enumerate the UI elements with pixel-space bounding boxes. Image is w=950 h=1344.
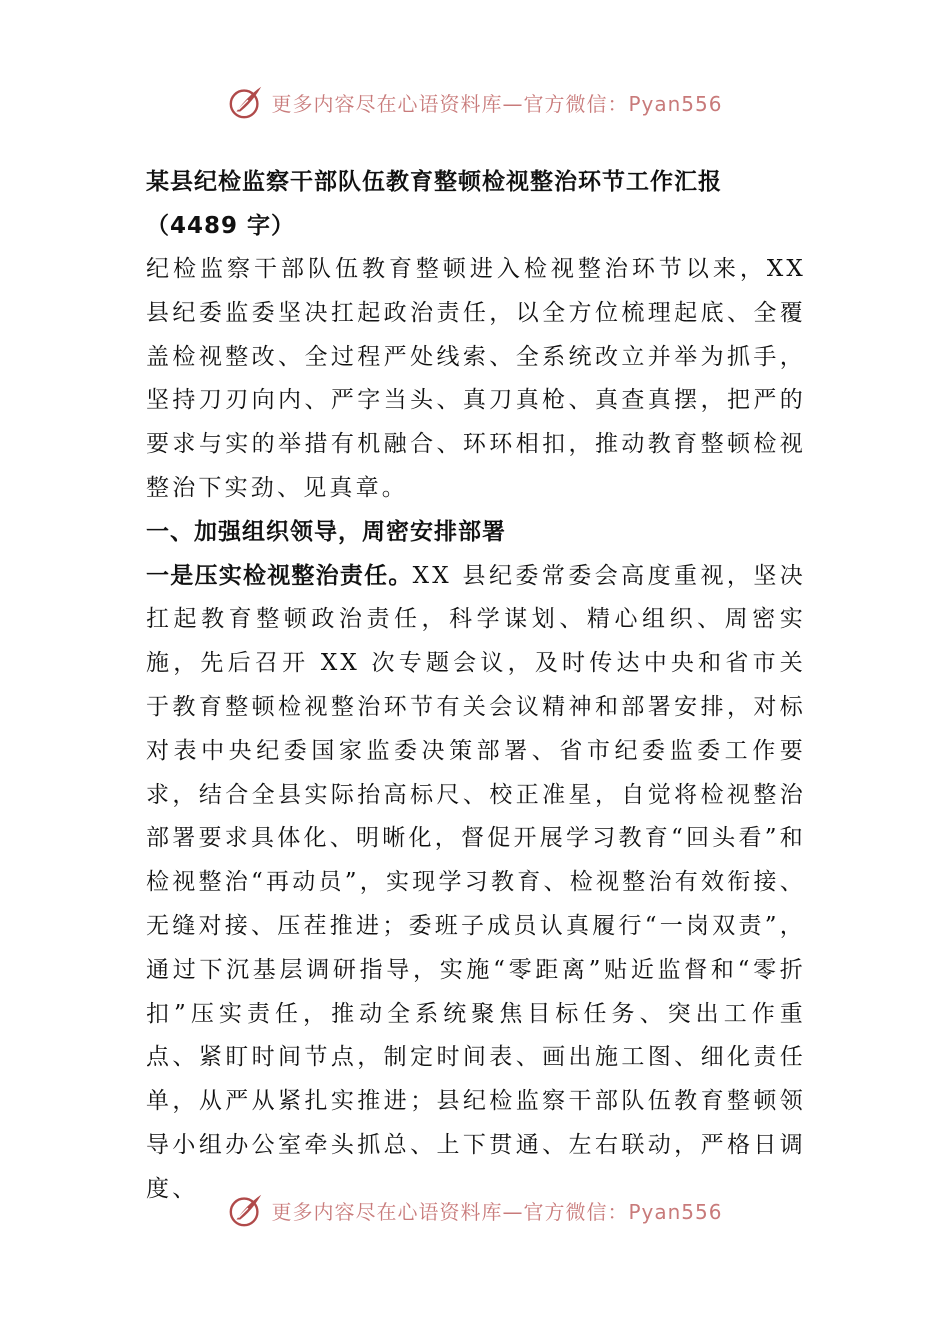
document-title: 某县纪检监察干部队伍教育整顿检视整治环节工作汇报: [146, 169, 722, 195]
footer-banner: [0, 1190, 950, 1230]
header-banner: [0, 82, 950, 122]
banner-text: 更多内容尽在心语资料库—官方微信：Pyan556: [271, 1199, 723, 1224]
point-1-lead: 一是压实检视整治责任。: [146, 562, 413, 589]
point-1-body: XX 县纪委常委会高度重视，坚决扛起教育整顿政治责任，科学谋划、精心组织、周密实施，先后召开 XX 次专题会议，及时传达中央和省市关于教育整顿检视整治环节有关会议精神和部署安排，对标对表中央纪委国家监委决策部署、省市纪委监委工作要求，结合全县实际抬高标尺、校正准星，自觉将检视整治部署要求具体化、明晰化，督促开展学习教育“回头看”和检视整治“再动员”，实现学习教育、检视整治有效衔接、无缝对接、压茬推进；委班子成员认真履行“一岗双责”，通过下沉基层调研指导，实施“零距离”贴近监督和“零折扣”压实责任，推动全系统聚焦目标任务、突出工作重点、紧盯时间节点，制定时间表、画出施工图、细化责任单，从严从紧扎实推进；县纪检监察干部队伍教育整顿领导小组办公室牵头抓总、上下贯通、左右联动，严格日调度、: [146, 562, 807, 1202]
section-heading-1: 一、加强组织领导，周密安排部署: [146, 518, 506, 545]
banner-text: 更多内容尽在心语资料库—官方微信：Pyan556: [271, 91, 723, 116]
intro-paragraph: 纪检监察干部队伍教育整顿进入检视整治环节以来，XX 县纪委监委坚决扛起政治责任，以全方位梳理起底、全覆盖检视整改、全过程严处线索、全系统改立并举为抓手，坚持刀刃向内、严字当头、真刀真枪、真查真摆，把严的要求与实的举措有机融合、环环相扣，推动教育整顿检视整治下实劲、见真章。: [146, 256, 806, 501]
quill-logo-icon: [227, 1191, 265, 1229]
document-body: [146, 160, 806, 1212]
quill-logo-icon: [227, 83, 265, 121]
document-word-count: （4489 字）: [146, 213, 296, 239]
point-1-paragraph: [146, 555, 806, 1212]
